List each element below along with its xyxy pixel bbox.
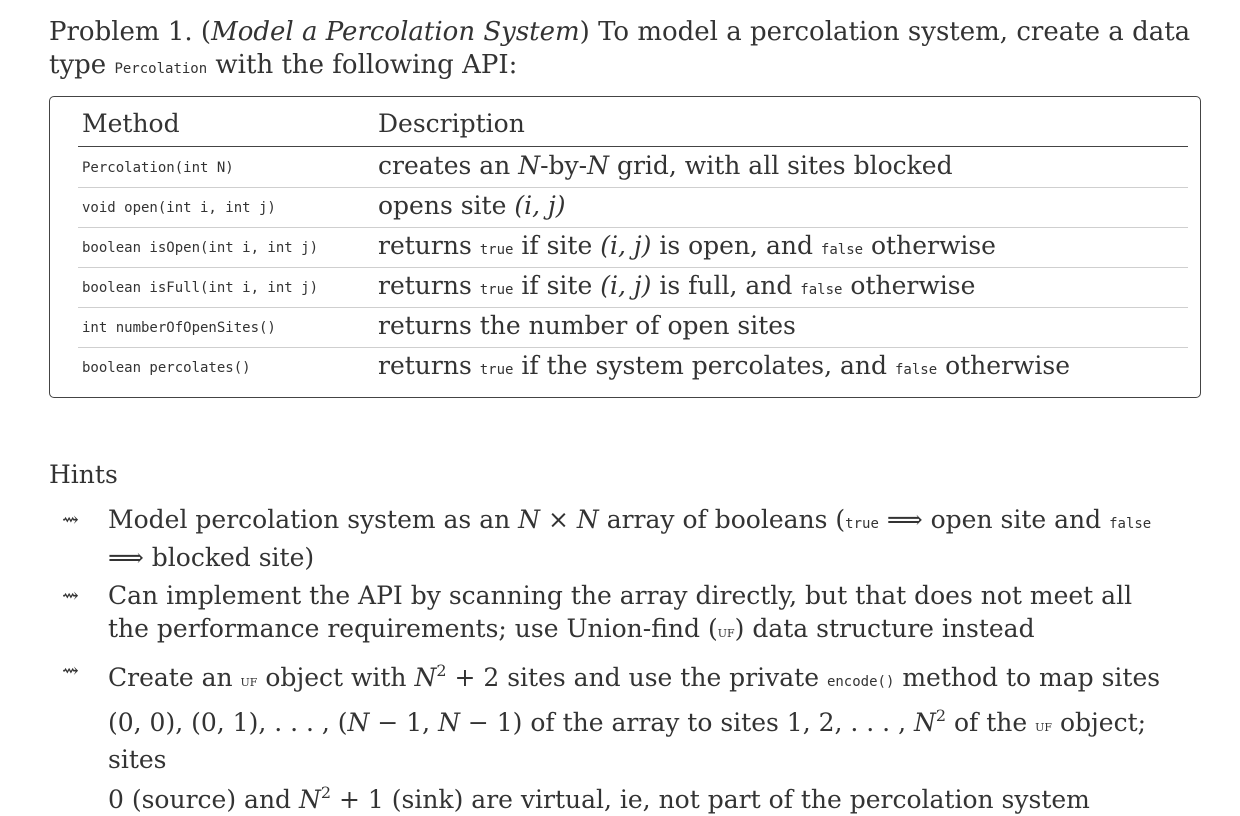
method-signature: Percolation(int N) [82, 160, 234, 176]
method-description: returns true if site (i, j) is full, and false otherwise [378, 271, 976, 300]
method-description: creates an N-by-N grid, with all sites blocked [378, 151, 953, 180]
problem-statement: Problem 1. (Model a Percolation System) To model a percolation system, create a data type Percolation with the following API: [49, 17, 1191, 80]
squiggle-arrow-icon: ⇝ [62, 507, 79, 531]
api-table-header [78, 107, 1188, 147]
table-row [78, 187, 1188, 228]
method-signature: boolean isFull(int i, int j) [82, 280, 319, 296]
method-description: returns the number of open sites [378, 311, 796, 340]
method-signature: int numberOfOpenSites() [82, 320, 276, 336]
problem-text-a: To model a percolation system, create a data type [49, 17, 1191, 80]
header-description: Description [378, 109, 525, 138]
table-row [78, 307, 1188, 348]
problem-title: Model a Percolation System [211, 17, 580, 47]
table-row [78, 147, 1188, 188]
hints-heading: Hints [49, 460, 118, 489]
method-description: returns true if site (i, j) is open, and false otherwise [378, 231, 996, 260]
hint-text: Can implement the API by scanning the array directly, but that does not meet all the performance requirements; use Union-find (uf) data structure instead [108, 581, 1133, 643]
method-description: returns true if the system percolates, and false otherwise [378, 351, 1071, 380]
hint-text: Create an uf object with $N^2 + 2$ sites and use the private encode() method to map sites (0, 0), (0, 1), . . . , (N − 1, N − 1) of the array to sites 1, 2, . . . , $N^2$ of the uf object; sites 0 (source) and $N^2 + 1$ (sink) are virtual, ie, not part of the percolation system [108, 661, 1161, 814]
table-row [78, 227, 1188, 268]
squiggle-arrow-icon: ⇝ [62, 658, 79, 682]
problem-text-b: with the following API: [215, 50, 518, 80]
type-name: Percolation [114, 61, 208, 77]
method-signature: void open(int i, int j) [82, 200, 276, 216]
method-description: opens site (i, j) [378, 191, 566, 220]
table-row [78, 267, 1188, 308]
problem-label: Problem 1. [49, 17, 193, 47]
method-signature: boolean percolates() [82, 360, 251, 376]
method-signature: boolean isOpen(int i, int j) [82, 240, 319, 256]
api-table [49, 96, 1201, 398]
hint-text: Model percolation system as an N × N array of booleans (true ⟹ open site and false ⟹ blocked site) [108, 505, 1152, 572]
header-method: Method [82, 109, 180, 138]
squiggle-arrow-icon: ⇝ [62, 583, 79, 607]
table-row [78, 347, 1188, 387]
